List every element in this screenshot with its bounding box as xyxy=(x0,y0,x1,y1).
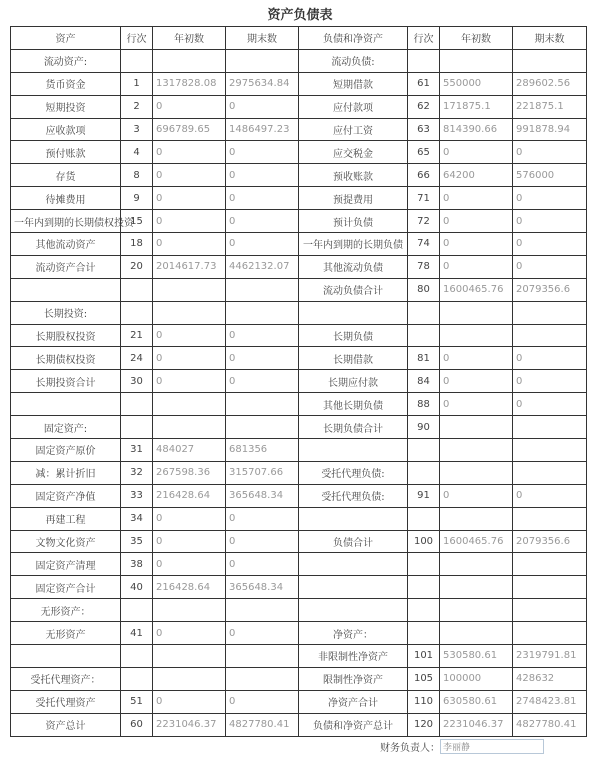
liability-name: 长期负债合计 xyxy=(299,416,408,439)
liability-end[interactable]: 0 xyxy=(513,187,587,210)
liability-begin[interactable] xyxy=(440,416,513,439)
liability-end[interactable] xyxy=(513,301,587,324)
liability-name: 负债合计 xyxy=(299,530,408,553)
table-row xyxy=(11,645,587,668)
asset-name: 受托代理资产： xyxy=(11,667,121,690)
asset-line-no: 31 xyxy=(121,439,153,462)
liability-begin[interactable]: 0 xyxy=(440,370,513,393)
asset-begin[interactable]: 0 xyxy=(153,233,226,256)
table-row xyxy=(11,576,587,599)
liability-begin[interactable]: 2231046.37 xyxy=(440,713,513,736)
liability-end[interactable]: 0 xyxy=(513,210,587,233)
asset-name: 无形资产： xyxy=(11,599,121,622)
table-row xyxy=(11,507,587,530)
asset-name: 减：累计折旧 xyxy=(11,461,121,484)
liability-line-no xyxy=(408,599,440,622)
asset-line-no: 21 xyxy=(121,324,153,347)
liability-begin[interactable]: 814390.66 xyxy=(440,118,513,141)
asset-name: 流动资产合计 xyxy=(11,255,121,278)
liability-line-no: 63 xyxy=(408,118,440,141)
asset-begin[interactable]: 0 xyxy=(153,690,226,713)
asset-name: 一年内到期的长期债权投资 xyxy=(11,210,121,233)
liability-line-no: 110 xyxy=(408,690,440,713)
liability-line-no: 90 xyxy=(408,416,440,439)
asset-begin[interactable]: 0 xyxy=(153,210,226,233)
asset-begin[interactable] xyxy=(153,645,226,668)
asset-line-no xyxy=(121,667,153,690)
liability-line-no: 91 xyxy=(408,484,440,507)
liability-begin[interactable]: 530580.61 xyxy=(440,645,513,668)
asset-line-no xyxy=(121,393,153,416)
asset-line-no: 60 xyxy=(121,713,153,736)
asset-begin[interactable]: 216428.64 xyxy=(153,484,226,507)
table-row xyxy=(11,530,587,553)
asset-end[interactable]: 365648.34 xyxy=(226,484,299,507)
table-row xyxy=(11,713,587,736)
liability-name: 限制性净资产 xyxy=(299,667,408,690)
asset-line-no: 33 xyxy=(121,484,153,507)
liability-end[interactable]: 991878.94 xyxy=(513,118,587,141)
asset-name: 受托代理资产 xyxy=(11,690,121,713)
table-row xyxy=(11,461,587,484)
liability-begin[interactable]: 1600465.76 xyxy=(440,530,513,553)
column-header: 行次 xyxy=(121,27,153,50)
liability-name: 应付款项 xyxy=(299,95,408,118)
asset-end[interactable]: 0 xyxy=(226,324,299,347)
asset-line-no xyxy=(121,599,153,622)
liability-name: 应付工资 xyxy=(299,118,408,141)
liability-line-no: 65 xyxy=(408,141,440,164)
asset-line-no: 18 xyxy=(121,233,153,256)
liability-begin[interactable]: 550000 xyxy=(440,72,513,95)
asset-begin[interactable]: 0 xyxy=(153,622,226,645)
liability-line-no: 101 xyxy=(408,645,440,668)
liability-begin[interactable]: 0 xyxy=(440,484,513,507)
asset-begin[interactable] xyxy=(153,393,226,416)
asset-end[interactable] xyxy=(226,301,299,324)
asset-begin[interactable]: 0 xyxy=(153,553,226,576)
liability-end[interactable]: 0 xyxy=(513,141,587,164)
liability-name xyxy=(299,301,408,324)
asset-line-no xyxy=(121,278,153,301)
liability-end[interactable]: 0 xyxy=(513,233,587,256)
liability-begin[interactable] xyxy=(440,622,513,645)
asset-name: 固定资产净值 xyxy=(11,484,121,507)
liability-name: 短期借款 xyxy=(299,72,408,95)
column-header: 资产 xyxy=(11,27,121,50)
asset-begin[interactable]: 0 xyxy=(153,187,226,210)
asset-begin[interactable] xyxy=(153,416,226,439)
asset-line-no: 8 xyxy=(121,164,153,187)
asset-name: 其他流动资产 xyxy=(11,233,121,256)
asset-end[interactable] xyxy=(226,416,299,439)
asset-line-no: 40 xyxy=(121,576,153,599)
liability-line-no xyxy=(408,622,440,645)
asset-begin[interactable]: 267598.36 xyxy=(153,461,226,484)
liability-begin[interactable] xyxy=(440,439,513,462)
page-title: 资产负债表 xyxy=(267,8,333,23)
liability-line-no: 100 xyxy=(408,530,440,553)
table-row xyxy=(11,141,587,164)
asset-end[interactable]: 2975634.84 xyxy=(226,72,299,95)
asset-end[interactable]: 0 xyxy=(226,95,299,118)
liability-end[interactable]: 221875.1 xyxy=(513,95,587,118)
asset-begin[interactable] xyxy=(153,278,226,301)
liability-end[interactable]: 428632 xyxy=(513,667,587,690)
asset-line-no: 4 xyxy=(121,141,153,164)
asset-name: 应收款项 xyxy=(11,118,121,141)
balance-sheet-table xyxy=(10,26,587,737)
asset-line-no xyxy=(121,645,153,668)
liability-line-no: 81 xyxy=(408,347,440,370)
asset-begin[interactable]: 0 xyxy=(153,141,226,164)
asset-name xyxy=(11,393,121,416)
liability-name: 其他长期负债 xyxy=(299,393,408,416)
liability-line-no: 66 xyxy=(408,164,440,187)
asset-end[interactable]: 0 xyxy=(226,530,299,553)
asset-line-no: 1 xyxy=(121,72,153,95)
table-row xyxy=(11,667,587,690)
liability-line-no: 61 xyxy=(408,72,440,95)
column-header: 期末数 xyxy=(513,27,587,50)
liability-end[interactable] xyxy=(513,622,587,645)
liability-line-no xyxy=(408,324,440,347)
asset-line-no: 3 xyxy=(121,118,153,141)
liability-end[interactable] xyxy=(513,439,587,462)
asset-begin[interactable]: 1317828.08 xyxy=(153,72,226,95)
liability-name: 流动负债合计 xyxy=(299,278,408,301)
liability-end[interactable] xyxy=(513,553,587,576)
asset-begin[interactable] xyxy=(153,49,226,72)
liability-begin[interactable]: 0 xyxy=(440,255,513,278)
asset-name: 长期股权投资 xyxy=(11,324,121,347)
asset-begin[interactable] xyxy=(153,301,226,324)
liability-name: 应交税金 xyxy=(299,141,408,164)
asset-end[interactable] xyxy=(226,49,299,72)
asset-begin[interactable]: 0 xyxy=(153,164,226,187)
liability-begin[interactable] xyxy=(440,461,513,484)
asset-end[interactable]: 0 xyxy=(226,187,299,210)
table-row xyxy=(11,49,587,72)
asset-name: 长期债权投资 xyxy=(11,347,121,370)
table-row xyxy=(11,439,587,462)
liability-name xyxy=(299,553,408,576)
table-row xyxy=(11,324,587,347)
liability-line-no xyxy=(408,301,440,324)
asset-end[interactable] xyxy=(226,599,299,622)
asset-line-no: 34 xyxy=(121,507,153,530)
liability-end[interactable]: 0 xyxy=(513,393,587,416)
liability-end[interactable]: 0 xyxy=(513,370,587,393)
asset-name: 货币资金 xyxy=(11,72,121,95)
liability-name xyxy=(299,576,408,599)
table-row xyxy=(11,210,587,233)
table-row xyxy=(11,255,587,278)
asset-line-no: 41 xyxy=(121,622,153,645)
liability-name: 受托代理负债: xyxy=(299,484,408,507)
asset-name: 固定资产: xyxy=(11,416,121,439)
asset-end[interactable]: 681356 xyxy=(226,439,299,462)
liability-line-no: 71 xyxy=(408,187,440,210)
liability-end[interactable]: 289602.56 xyxy=(513,72,587,95)
liability-begin[interactable]: 0 xyxy=(440,393,513,416)
liability-name: 净资产合计 xyxy=(299,690,408,713)
asset-name: 再建工程 xyxy=(11,507,121,530)
header-row xyxy=(11,27,587,50)
asset-end[interactable]: 0 xyxy=(226,553,299,576)
asset-end[interactable]: 0 xyxy=(226,622,299,645)
asset-begin[interactable] xyxy=(153,667,226,690)
asset-end[interactable]: 0 xyxy=(226,507,299,530)
asset-begin[interactable]: 216428.64 xyxy=(153,576,226,599)
asset-name: 存货 xyxy=(11,164,121,187)
asset-name: 长期投资合计 xyxy=(11,370,121,393)
liability-line-no: 105 xyxy=(408,667,440,690)
liability-line-no xyxy=(408,461,440,484)
liability-begin[interactable]: 0 xyxy=(440,187,513,210)
liability-name: 一年内到期的长期负债 xyxy=(299,233,408,256)
liability-name: 预收账款 xyxy=(299,164,408,187)
asset-name: 流动资产: xyxy=(11,49,121,72)
liability-end[interactable]: 2079356.6 xyxy=(513,530,587,553)
column-header: 负债和净资产 xyxy=(299,27,408,50)
asset-line-no xyxy=(121,301,153,324)
asset-line-no: 32 xyxy=(121,461,153,484)
liability-end[interactable]: 0 xyxy=(513,484,587,507)
asset-line-no xyxy=(121,49,153,72)
asset-line-no: 24 xyxy=(121,347,153,370)
asset-line-no: 15 xyxy=(121,210,153,233)
liability-end[interactable] xyxy=(513,599,587,622)
table-row xyxy=(11,599,587,622)
asset-line-no: 20 xyxy=(121,255,153,278)
table-row xyxy=(11,553,587,576)
liability-end[interactable] xyxy=(513,324,587,347)
asset-end[interactable]: 0 xyxy=(226,164,299,187)
liability-name: 流动负债: xyxy=(299,49,408,72)
asset-name xyxy=(11,278,121,301)
asset-name: 固定资产合计 xyxy=(11,576,121,599)
liability-end[interactable]: 2748423.81 xyxy=(513,690,587,713)
asset-begin[interactable]: 2231046.37 xyxy=(153,713,226,736)
liability-name xyxy=(299,507,408,530)
liability-end[interactable] xyxy=(513,416,587,439)
asset-name: 无形资产 xyxy=(11,622,121,645)
asset-line-no: 51 xyxy=(121,690,153,713)
asset-line-no: 9 xyxy=(121,187,153,210)
asset-end[interactable]: 4827780.41 xyxy=(226,713,299,736)
asset-end[interactable] xyxy=(226,667,299,690)
asset-begin[interactable]: 0 xyxy=(153,95,226,118)
asset-begin[interactable]: 2014617.73 xyxy=(153,255,226,278)
financial-officer-label: 财务负责人： xyxy=(380,743,440,754)
liability-end[interactable] xyxy=(513,507,587,530)
asset-end[interactable]: 0 xyxy=(226,690,299,713)
asset-end[interactable]: 4462132.07 xyxy=(226,255,299,278)
table-row xyxy=(11,164,587,187)
liability-end[interactable] xyxy=(513,49,587,72)
liability-end[interactable]: 4827780.41 xyxy=(513,713,587,736)
liability-begin[interactable]: 630580.61 xyxy=(440,690,513,713)
table-row xyxy=(11,72,587,95)
liability-line-no xyxy=(408,507,440,530)
liability-name: 负债和净资产总计 xyxy=(299,713,408,736)
asset-begin[interactable] xyxy=(153,599,226,622)
liability-end[interactable]: 0 xyxy=(513,255,587,278)
liability-end[interactable]: 2079356.6 xyxy=(513,278,587,301)
asset-name: 固定资产清理 xyxy=(11,553,121,576)
table-row xyxy=(11,278,587,301)
table-row xyxy=(11,233,587,256)
asset-name xyxy=(11,645,121,668)
asset-begin[interactable]: 0 xyxy=(153,507,226,530)
liability-name: 长期借款 xyxy=(299,347,408,370)
asset-end[interactable]: 0 xyxy=(226,347,299,370)
liability-line-no: 74 xyxy=(408,233,440,256)
asset-begin[interactable]: 0 xyxy=(153,347,226,370)
liability-begin[interactable]: 100000 xyxy=(440,667,513,690)
liability-end[interactable] xyxy=(513,576,587,599)
table-row xyxy=(11,690,587,713)
asset-begin[interactable]: 0 xyxy=(153,324,226,347)
asset-end[interactable]: 315707.66 xyxy=(226,461,299,484)
liability-name: 预计负债 xyxy=(299,210,408,233)
liability-line-no: 78 xyxy=(408,255,440,278)
table-row xyxy=(11,484,587,507)
liability-line-no: 88 xyxy=(408,393,440,416)
liability-name: 非限制性净资产 xyxy=(299,645,408,668)
liability-begin[interactable]: 64200 xyxy=(440,164,513,187)
liability-begin[interactable]: 171875.1 xyxy=(440,95,513,118)
asset-begin[interactable]: 0 xyxy=(153,530,226,553)
liability-name xyxy=(299,439,408,462)
liability-begin[interactable]: 0 xyxy=(440,210,513,233)
column-header: 行次 xyxy=(408,27,440,50)
asset-end[interactable]: 0 xyxy=(226,210,299,233)
asset-end[interactable] xyxy=(226,278,299,301)
liability-line-no xyxy=(408,553,440,576)
asset-name: 资产总计 xyxy=(11,713,121,736)
liability-begin[interactable]: 1600465.76 xyxy=(440,278,513,301)
liability-line-no xyxy=(408,439,440,462)
asset-begin[interactable]: 696789.65 xyxy=(153,118,226,141)
liability-line-no xyxy=(408,576,440,599)
liability-begin[interactable] xyxy=(440,324,513,347)
liability-begin[interactable] xyxy=(440,553,513,576)
table-row xyxy=(11,95,587,118)
asset-line-no: 38 xyxy=(121,553,153,576)
financial-officer-input[interactable] xyxy=(440,739,544,754)
asset-begin[interactable]: 484027 xyxy=(153,439,226,462)
liability-line-no: 120 xyxy=(408,713,440,736)
liability-end[interactable]: 0 xyxy=(513,347,587,370)
asset-name: 短期投资 xyxy=(11,95,121,118)
liability-line-no: 62 xyxy=(408,95,440,118)
asset-name: 预付账款 xyxy=(11,141,121,164)
liability-line-no xyxy=(408,49,440,72)
liability-name: 预提费用 xyxy=(299,187,408,210)
asset-name: 固定资产原价 xyxy=(11,439,121,462)
liability-name: 其他流动负债 xyxy=(299,255,408,278)
liability-line-no: 84 xyxy=(408,370,440,393)
liability-end[interactable] xyxy=(513,461,587,484)
column-header: 年初数 xyxy=(440,27,513,50)
asset-end[interactable] xyxy=(226,645,299,668)
asset-end[interactable]: 0 xyxy=(226,233,299,256)
asset-name: 长期投资: xyxy=(11,301,121,324)
liability-name xyxy=(299,599,408,622)
liability-end[interactable]: 576000 xyxy=(513,164,587,187)
asset-line-no: 30 xyxy=(121,370,153,393)
asset-line-no: 2 xyxy=(121,95,153,118)
column-header: 年初数 xyxy=(153,27,226,50)
liability-end[interactable]: 2319791.81 xyxy=(513,645,587,668)
asset-begin[interactable]: 0 xyxy=(153,370,226,393)
asset-name: 待摊费用 xyxy=(11,187,121,210)
liability-line-no: 80 xyxy=(408,278,440,301)
liability-begin[interactable] xyxy=(440,49,513,72)
table-row xyxy=(11,187,587,210)
asset-name: 文物文化资产 xyxy=(11,530,121,553)
liability-begin[interactable] xyxy=(440,507,513,530)
table-row xyxy=(11,393,587,416)
liability-begin[interactable] xyxy=(440,599,513,622)
liability-begin[interactable]: 0 xyxy=(440,233,513,256)
liability-name: 长期负债 xyxy=(299,324,408,347)
liability-begin[interactable]: 0 xyxy=(440,141,513,164)
asset-end[interactable] xyxy=(226,393,299,416)
asset-end[interactable]: 1486497.23 xyxy=(226,118,299,141)
liability-name: 长期应付款 xyxy=(299,370,408,393)
table-row xyxy=(11,370,587,393)
column-header: 期末数 xyxy=(226,27,299,50)
table-row xyxy=(11,416,587,439)
asset-line-no: 35 xyxy=(121,530,153,553)
table-row xyxy=(11,347,587,370)
financial-officer xyxy=(380,739,544,754)
table-row xyxy=(11,118,587,141)
liability-begin[interactable]: 0 xyxy=(440,347,513,370)
asset-end[interactable]: 0 xyxy=(226,141,299,164)
liability-name: 净资产： xyxy=(299,622,408,645)
asset-end[interactable]: 0 xyxy=(226,370,299,393)
table-row xyxy=(11,301,587,324)
asset-line-no xyxy=(121,416,153,439)
liability-name: 受托代理负债: xyxy=(299,461,408,484)
liability-begin[interactable] xyxy=(440,576,513,599)
table-row xyxy=(11,622,587,645)
liability-line-no: 72 xyxy=(408,210,440,233)
asset-end[interactable]: 365648.34 xyxy=(226,576,299,599)
liability-begin[interactable] xyxy=(440,301,513,324)
